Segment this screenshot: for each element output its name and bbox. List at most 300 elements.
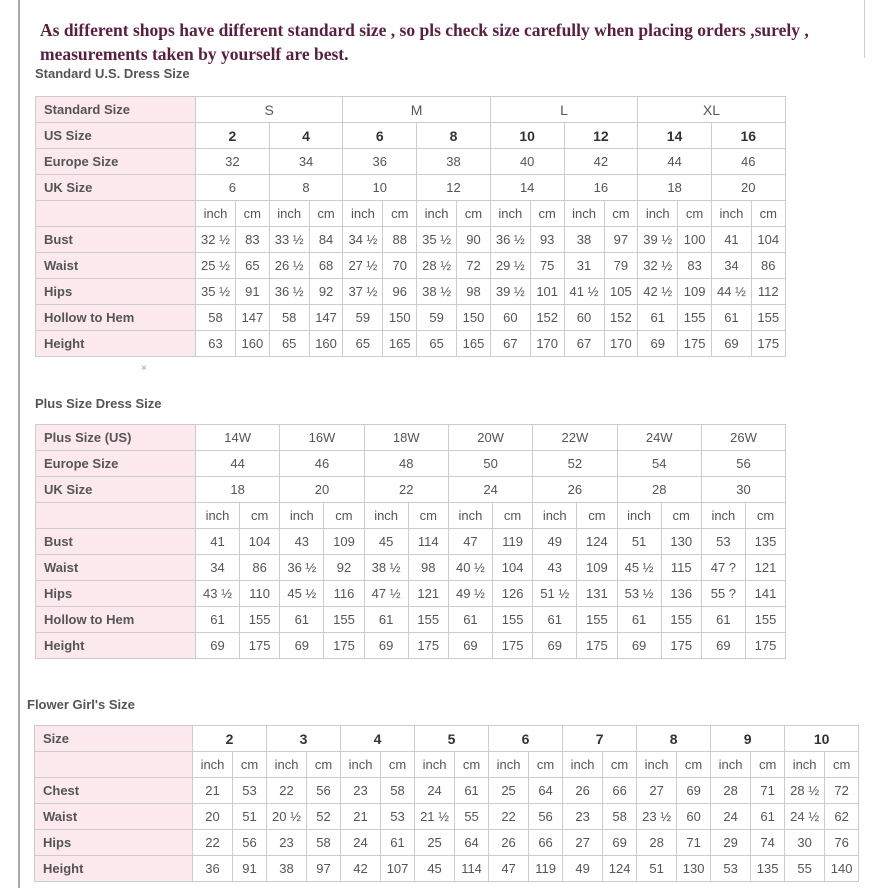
- row-label: Hips: [36, 581, 196, 607]
- measurement-cell: 69: [638, 331, 678, 357]
- size-cell: 7: [563, 726, 637, 752]
- unit-cell: inch: [785, 752, 825, 778]
- size-cell: 12: [417, 175, 491, 201]
- unit-cell: cm: [751, 752, 785, 778]
- measurement-cell: 61: [381, 830, 415, 856]
- measurement-cell: 115: [661, 555, 701, 581]
- measurement-cell: 20: [193, 804, 233, 830]
- table-row: [36, 97, 786, 123]
- row-label: Chest: [35, 778, 193, 804]
- table-row: [36, 607, 786, 633]
- measurement-cell: 97: [307, 856, 341, 882]
- plus-size-table: [35, 424, 786, 659]
- row-label: UK Size: [36, 477, 196, 503]
- measurement-cell: 88: [383, 227, 417, 253]
- unit-cell: inch: [448, 503, 492, 529]
- size-cell: 6: [489, 726, 563, 752]
- measurement-cell: 175: [577, 633, 617, 659]
- measurement-cell: 90: [457, 227, 491, 253]
- measurement-cell: 53 ½: [617, 581, 661, 607]
- measurement-cell: 72: [457, 253, 491, 279]
- measurement-cell: 34 ½: [343, 227, 383, 253]
- measurement-cell: 69: [364, 633, 408, 659]
- measurement-cell: 53: [233, 778, 267, 804]
- measurement-cell: 22: [267, 778, 307, 804]
- table-row: [36, 529, 786, 555]
- table-row: [35, 804, 859, 830]
- size-cell: 10: [343, 175, 417, 201]
- measurement-cell: 147: [309, 305, 343, 331]
- measurement-cell: 41: [196, 529, 240, 555]
- measurement-cell: 175: [408, 633, 448, 659]
- measurement-cell: 47 ?: [701, 555, 745, 581]
- measurement-cell: 131: [577, 581, 617, 607]
- size-cell: 2: [196, 123, 270, 149]
- size-cell: 34: [269, 149, 343, 175]
- measurement-cell: 135: [745, 529, 785, 555]
- table-row: [36, 555, 786, 581]
- table-row: [36, 227, 786, 253]
- measurement-cell: 24: [415, 778, 455, 804]
- size-cell: 54: [617, 451, 701, 477]
- measurement-cell: 26: [489, 830, 529, 856]
- measurement-cell: 22: [193, 830, 233, 856]
- measurement-cell: 64: [529, 778, 563, 804]
- measurement-cell: 38: [267, 856, 307, 882]
- measurement-cell: 96: [383, 279, 417, 305]
- size-cell: 38: [417, 149, 491, 175]
- size-group-cell: M: [343, 97, 490, 123]
- size-cell: 28: [617, 477, 701, 503]
- measurement-cell: 45 ½: [617, 555, 661, 581]
- measurement-cell: 60: [564, 305, 604, 331]
- measurement-cell: 130: [661, 529, 701, 555]
- size-cell: 46: [711, 149, 785, 175]
- measurement-cell: 136: [661, 581, 701, 607]
- size-cell: 14W: [196, 425, 280, 451]
- measurement-cell: 155: [678, 305, 712, 331]
- unit-cell: inch: [341, 752, 381, 778]
- measurement-cell: 165: [383, 331, 417, 357]
- table-row: [35, 778, 859, 804]
- measurement-cell: 25: [489, 778, 529, 804]
- measurement-cell: 98: [457, 279, 491, 305]
- unit-cell: cm: [324, 503, 364, 529]
- unit-cell: cm: [530, 201, 564, 227]
- measurement-cell: 61: [280, 607, 324, 633]
- measurement-cell: 29 ½: [490, 253, 530, 279]
- measurement-cell: 51: [233, 804, 267, 830]
- measurement-cell: 36 ½: [490, 227, 530, 253]
- row-label: Height: [36, 633, 196, 659]
- measurement-cell: 155: [745, 607, 785, 633]
- measurement-cell: 33 ½: [269, 227, 309, 253]
- row-label: Waist: [36, 253, 196, 279]
- measurement-cell: 61: [533, 607, 577, 633]
- unit-cell: cm: [307, 752, 341, 778]
- measurement-cell: 69: [448, 633, 492, 659]
- measurement-cell: 109: [678, 279, 712, 305]
- measurement-cell: 150: [457, 305, 491, 331]
- measurement-cell: 116: [324, 581, 364, 607]
- size-cell: 6: [196, 175, 270, 201]
- unit-cell: inch: [417, 201, 457, 227]
- measurement-cell: 119: [529, 856, 563, 882]
- measurement-cell: 69: [677, 778, 711, 804]
- measurement-cell: 66: [529, 830, 563, 856]
- table-row: [35, 726, 859, 752]
- size-cell: 42: [564, 149, 638, 175]
- measurement-cell: 26 ½: [269, 253, 309, 279]
- measurement-cell: 21: [193, 778, 233, 804]
- measurement-cell: 45 ½: [280, 581, 324, 607]
- size-cell: 8: [417, 123, 491, 149]
- table-row: [36, 175, 786, 201]
- measurement-cell: 56: [233, 830, 267, 856]
- table-row: [36, 305, 786, 331]
- unit-cell: cm: [233, 752, 267, 778]
- measurement-cell: 60: [490, 305, 530, 331]
- measurement-cell: 22: [489, 804, 529, 830]
- measurement-cell: 56: [529, 804, 563, 830]
- unit-cell: inch: [196, 503, 240, 529]
- unit-cell: cm: [455, 752, 489, 778]
- unit-cell: cm: [677, 752, 711, 778]
- measurement-cell: 104: [240, 529, 280, 555]
- measurement-cell: 69: [711, 331, 751, 357]
- measurement-cell: 175: [678, 331, 712, 357]
- measurement-cell: 29: [711, 830, 751, 856]
- size-cell: 22W: [533, 425, 617, 451]
- measurement-cell: 51: [637, 856, 677, 882]
- measurement-cell: 175: [240, 633, 280, 659]
- unit-cell: inch: [617, 503, 661, 529]
- size-cell: 10: [785, 726, 859, 752]
- unit-cell: inch: [490, 201, 530, 227]
- measurement-cell: 59: [417, 305, 457, 331]
- row-label: Bust: [36, 529, 196, 555]
- measurement-cell: 155: [577, 607, 617, 633]
- unit-cell: cm: [457, 201, 491, 227]
- measurement-cell: 47: [489, 856, 529, 882]
- measurement-cell: 27: [563, 830, 603, 856]
- flower-girl-size-heading: Flower Girl's Size: [27, 697, 135, 712]
- measurement-cell: 42 ½: [638, 279, 678, 305]
- table-row: [36, 633, 786, 659]
- unit-cell: cm: [825, 752, 859, 778]
- unit-cell: cm: [529, 752, 563, 778]
- measurement-cell: 101: [530, 279, 564, 305]
- measurement-cell: 39 ½: [490, 279, 530, 305]
- measurement-cell: 58: [603, 804, 637, 830]
- measurement-cell: 100: [678, 227, 712, 253]
- measurement-cell: 175: [661, 633, 701, 659]
- measurement-cell: 28 ½: [785, 778, 825, 804]
- measurement-cell: 36: [193, 856, 233, 882]
- size-cell: 16W: [280, 425, 364, 451]
- measurement-cell: 69: [617, 633, 661, 659]
- measurement-cell: 51 ½: [533, 581, 577, 607]
- unit-cell: cm: [381, 752, 415, 778]
- measurement-cell: 36 ½: [269, 279, 309, 305]
- measurement-cell: 152: [604, 305, 638, 331]
- unit-cell: inch: [269, 201, 309, 227]
- measurement-cell: 23: [267, 830, 307, 856]
- size-cell: 5: [415, 726, 489, 752]
- measurement-cell: 86: [751, 253, 785, 279]
- size-cell: 8: [637, 726, 711, 752]
- size-cell: 4: [341, 726, 415, 752]
- measurement-cell: 58: [196, 305, 236, 331]
- size-cell: 6: [343, 123, 417, 149]
- size-cell: 16: [564, 175, 638, 201]
- measurement-cell: 34: [196, 555, 240, 581]
- measurement-cell: 21 ½: [415, 804, 455, 830]
- table-row: [36, 253, 786, 279]
- size-cell: 56: [701, 451, 785, 477]
- measurement-cell: 68: [309, 253, 343, 279]
- row-label: Europe Size: [36, 149, 196, 175]
- measurement-cell: 165: [457, 331, 491, 357]
- measurement-cell: 64: [455, 830, 489, 856]
- row-label: [36, 201, 196, 227]
- measurement-cell: 155: [492, 607, 532, 633]
- row-label: Size: [35, 726, 193, 752]
- measurement-cell: 34: [711, 253, 751, 279]
- row-label: Plus Size (US): [36, 425, 196, 451]
- measurement-cell: 35 ½: [417, 227, 457, 253]
- row-label: Hips: [36, 279, 196, 305]
- measurement-cell: 61: [711, 305, 751, 331]
- measurement-cell: 155: [240, 607, 280, 633]
- size-cell: 22: [364, 477, 448, 503]
- size-cell: 8: [269, 175, 343, 201]
- size-cell: 50: [448, 451, 532, 477]
- measurement-cell: 43 ½: [196, 581, 240, 607]
- measurement-cell: 62: [825, 804, 859, 830]
- measurement-cell: 55: [785, 856, 825, 882]
- measurement-cell: 28: [637, 830, 677, 856]
- size-cell: 14: [490, 175, 564, 201]
- measurement-cell: 21: [341, 804, 381, 830]
- unit-cell: cm: [751, 201, 785, 227]
- measurement-cell: 155: [661, 607, 701, 633]
- measurement-cell: 71: [677, 830, 711, 856]
- measurement-cell: 43: [533, 555, 577, 581]
- unit-cell: cm: [240, 503, 280, 529]
- measurement-cell: 27 ½: [343, 253, 383, 279]
- measurement-cell: 47 ½: [364, 581, 408, 607]
- measurement-cell: 105: [604, 279, 638, 305]
- measurement-cell: 27: [637, 778, 677, 804]
- measurement-cell: 28: [711, 778, 751, 804]
- measurement-cell: 55 ?: [701, 581, 745, 607]
- measurement-cell: 70: [383, 253, 417, 279]
- measurement-cell: 83: [236, 227, 270, 253]
- size-cell: 16: [711, 123, 785, 149]
- measurement-cell: 124: [577, 529, 617, 555]
- row-label: Height: [36, 331, 196, 357]
- measurement-cell: 44 ½: [711, 279, 751, 305]
- row-label: [35, 752, 193, 778]
- measurement-cell: 45: [364, 529, 408, 555]
- unit-cell: inch: [193, 752, 233, 778]
- size-cell: 18W: [364, 425, 448, 451]
- table-row: [36, 503, 786, 529]
- measurement-cell: 38: [564, 227, 604, 253]
- unit-cell: cm: [383, 201, 417, 227]
- measurement-cell: 26: [563, 778, 603, 804]
- measurement-cell: 67: [564, 331, 604, 357]
- measurement-cell: 53: [381, 804, 415, 830]
- row-label: Hollow to Hem: [36, 305, 196, 331]
- unit-cell: inch: [563, 752, 603, 778]
- row-label: Waist: [35, 804, 193, 830]
- measurement-cell: 65: [236, 253, 270, 279]
- measurement-cell: 71: [751, 778, 785, 804]
- measurement-cell: 28 ½: [417, 253, 457, 279]
- measurement-cell: 83: [678, 253, 712, 279]
- measurement-cell: 126: [492, 581, 532, 607]
- measurement-cell: 59: [343, 305, 383, 331]
- unit-cell: cm: [745, 503, 785, 529]
- measurement-cell: 147: [236, 305, 270, 331]
- unit-cell: inch: [564, 201, 604, 227]
- row-label: Hollow to Hem: [36, 607, 196, 633]
- measurement-cell: 61: [638, 305, 678, 331]
- measurement-cell: 38 ½: [364, 555, 408, 581]
- measurement-cell: 23 ½: [637, 804, 677, 830]
- standard-size-heading: Standard U.S. Dress Size: [35, 66, 190, 81]
- size-cell: 10: [490, 123, 564, 149]
- measurement-cell: 155: [751, 305, 785, 331]
- unit-cell: cm: [661, 503, 701, 529]
- unit-cell: cm: [577, 503, 617, 529]
- size-cell: 52: [533, 451, 617, 477]
- measurement-cell: 130: [677, 856, 711, 882]
- size-cell: 18: [638, 175, 712, 201]
- unit-cell: cm: [236, 201, 270, 227]
- size-group-cell: L: [490, 97, 637, 123]
- unit-cell: inch: [638, 201, 678, 227]
- measurement-cell: 109: [324, 529, 364, 555]
- unit-cell: cm: [604, 201, 638, 227]
- measurement-cell: 24: [341, 830, 381, 856]
- row-label: Height: [35, 856, 193, 882]
- size-cell: 3: [267, 726, 341, 752]
- size-cell: 18: [196, 477, 280, 503]
- measurement-cell: 42: [341, 856, 381, 882]
- size-cell: 44: [196, 451, 280, 477]
- measurement-cell: 114: [455, 856, 489, 882]
- measurement-cell: 121: [408, 581, 448, 607]
- measurement-cell: 141: [745, 581, 785, 607]
- unit-cell: inch: [701, 503, 745, 529]
- size-group-cell: S: [196, 97, 343, 123]
- table-row: [35, 830, 859, 856]
- measurement-cell: 30: [785, 830, 825, 856]
- measurement-cell: 31: [564, 253, 604, 279]
- plus-size-heading: Plus Size Dress Size: [35, 396, 162, 411]
- row-label: Standard Size: [36, 97, 196, 123]
- unit-cell: cm: [678, 201, 712, 227]
- unit-cell: inch: [196, 201, 236, 227]
- unit-cell: inch: [415, 752, 455, 778]
- measurement-cell: 92: [324, 555, 364, 581]
- size-cell: 46: [280, 451, 364, 477]
- table-row: [35, 752, 859, 778]
- measurement-cell: 56: [307, 778, 341, 804]
- measurement-cell: 155: [408, 607, 448, 633]
- size-cell: 24W: [617, 425, 701, 451]
- measurement-cell: 65: [269, 331, 309, 357]
- measurement-cell: 124: [603, 856, 637, 882]
- row-label: Waist: [36, 555, 196, 581]
- size-cell: 20: [280, 477, 364, 503]
- row-label: [36, 503, 196, 529]
- row-label: UK Size: [36, 175, 196, 201]
- measurement-cell: 37 ½: [343, 279, 383, 305]
- unit-cell: inch: [489, 752, 529, 778]
- measurement-cell: 135: [751, 856, 785, 882]
- measurement-cell: 61: [196, 607, 240, 633]
- measurement-cell: 69: [533, 633, 577, 659]
- size-cell: 30: [701, 477, 785, 503]
- measurement-cell: 69: [280, 633, 324, 659]
- size-cell: 2: [193, 726, 267, 752]
- stray-artifact-mark: ×: [141, 363, 147, 374]
- measurement-cell: 58: [381, 778, 415, 804]
- measurement-cell: 75: [530, 253, 564, 279]
- size-cell: 20: [711, 175, 785, 201]
- measurement-cell: 53: [701, 529, 745, 555]
- measurement-cell: 49: [533, 529, 577, 555]
- measurement-cell: 160: [236, 331, 270, 357]
- measurement-cell: 86: [240, 555, 280, 581]
- size-cell: 12: [564, 123, 638, 149]
- measurement-cell: 63: [196, 331, 236, 357]
- size-cell: 14: [638, 123, 712, 149]
- table-row: [36, 425, 786, 451]
- measurement-cell: 45: [415, 856, 455, 882]
- measurement-cell: 61: [364, 607, 408, 633]
- measurement-cell: 40 ½: [448, 555, 492, 581]
- unit-cell: inch: [711, 201, 751, 227]
- measurement-cell: 97: [604, 227, 638, 253]
- measurement-cell: 23: [563, 804, 603, 830]
- table-row: [35, 856, 859, 882]
- table-row: [36, 279, 786, 305]
- measurement-cell: 23: [341, 778, 381, 804]
- measurement-cell: 79: [604, 253, 638, 279]
- size-cell: 9: [711, 726, 785, 752]
- size-cell: 36: [343, 149, 417, 175]
- size-cell: 44: [638, 149, 712, 175]
- unit-cell: inch: [533, 503, 577, 529]
- measurement-cell: 119: [492, 529, 532, 555]
- size-disclaimer-text: As different shops have different standard size , so pls check size carefully when placing orders ,surely , measurements taken by yourself are best.: [40, 19, 809, 64]
- unit-cell: inch: [711, 752, 751, 778]
- table-row: [36, 581, 786, 607]
- measurement-cell: 69: [701, 633, 745, 659]
- measurement-cell: 112: [751, 279, 785, 305]
- measurement-cell: 109: [577, 555, 617, 581]
- measurement-cell: 170: [604, 331, 638, 357]
- measurement-cell: 76: [825, 830, 859, 856]
- measurement-cell: 51: [617, 529, 661, 555]
- size-cell: 26W: [701, 425, 785, 451]
- measurement-cell: 47: [448, 529, 492, 555]
